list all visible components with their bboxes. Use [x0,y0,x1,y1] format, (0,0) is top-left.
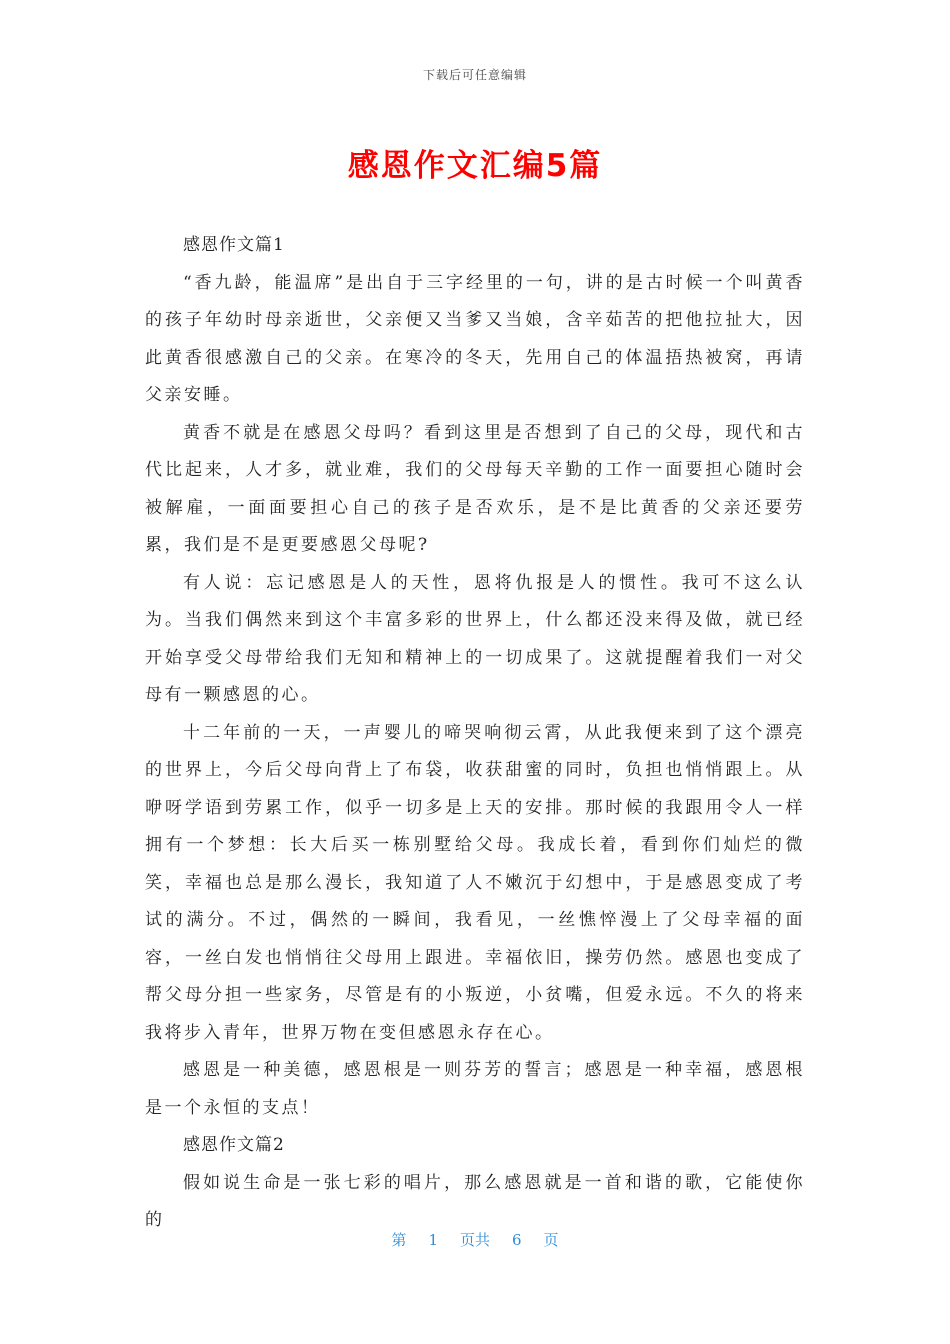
paragraph: 黄香不就是在感恩父母吗？看到这里是否想到了自己的父母，现代和古代比起来，人才多，就业难，我们的父母每天辛勤的工作一面要担心随时会被解雇，一面面要担心自己的孩子是否欢乐，是不是比黄香的父亲还要劳累，我们是不是更要感恩父母呢? [145,422,805,555]
current-page-number: 1 [428,1231,438,1249]
paragraph: 假如说生命是一张七彩的唱片，那么感恩就是一首和谐的歌，它能使你的 [145,1172,805,1230]
document-body [145,227,805,1240]
document-title: 感恩作文汇编5篇 [347,148,603,184]
page-label-mid: 页共 [459,1231,490,1249]
paragraph: “香九龄，能温席”是出自于三字经里的一句，讲的是古时候一个叫黄香的孩子年幼时母亲逝世，父亲便又当爹又当娘，含辛茹苦的把他拉扯大，因此黄香很感激自己的父亲。在寒冷的冬天，先用自己的体温捂热被窝，再请父亲安睡。 [145,272,805,405]
paragraph: 有人说：忘记感恩是人的天性，恩将仇报是人的惯性。我可不这么认为。当我们偶然来到这个丰富多彩的世界上，什么都还没来得及做，就已经开始享受父母带给我们无知和精神上的一切成果了。这就提醒着我们一对父母有一颗感恩的心。 [145,572,805,705]
page-footer [0,1229,950,1250]
section-heading: 感恩作文篇2 [183,1135,285,1155]
paragraph: 十二年前的一天，一声婴儿的啼哭响彻云霄，从此我便来到了这个漂亮的世界上，今后父母向背上了布袋，收获甜蜜的同时，负担也悄悄跟上。从咿呀学语到劳累工作，似乎一切多是上天的安排。那时候的我跟用令人一样拥有一个梦想：长大后买一栋别墅给父母。我成长着，看到你们灿烂的微笑，幸福也总是那么漫长，我知道了人不嫩沉于幻想中，于是感恩变成了考试的满分。不过，偶然的一瞬间，我看见，一丝憔悴漫上了父母幸福的面容，一丝白发也悄悄往父母用上跟进。幸福依旧，操劳仍然。感恩也变成了帮父母分担一些家务，尽管是有的小叛逆，小贫嘴，但爱永远。不久的将来我将步入青年，世界万物在变但感恩永存在心。 [145,722,805,1043]
total-pages-number: 6 [512,1231,522,1249]
header-note: 下载后可任意编辑 [422,68,527,82]
section-heading: 感恩作文篇1 [183,235,285,255]
page-label-prefix: 第 [391,1231,407,1249]
page-label-suffix: 页 [543,1231,559,1249]
paragraph: 感恩是一种美德，感恩根是一则芬芳的誓言；感恩是一种幸福，感恩根是一个永恒的支点！ [145,1060,805,1118]
